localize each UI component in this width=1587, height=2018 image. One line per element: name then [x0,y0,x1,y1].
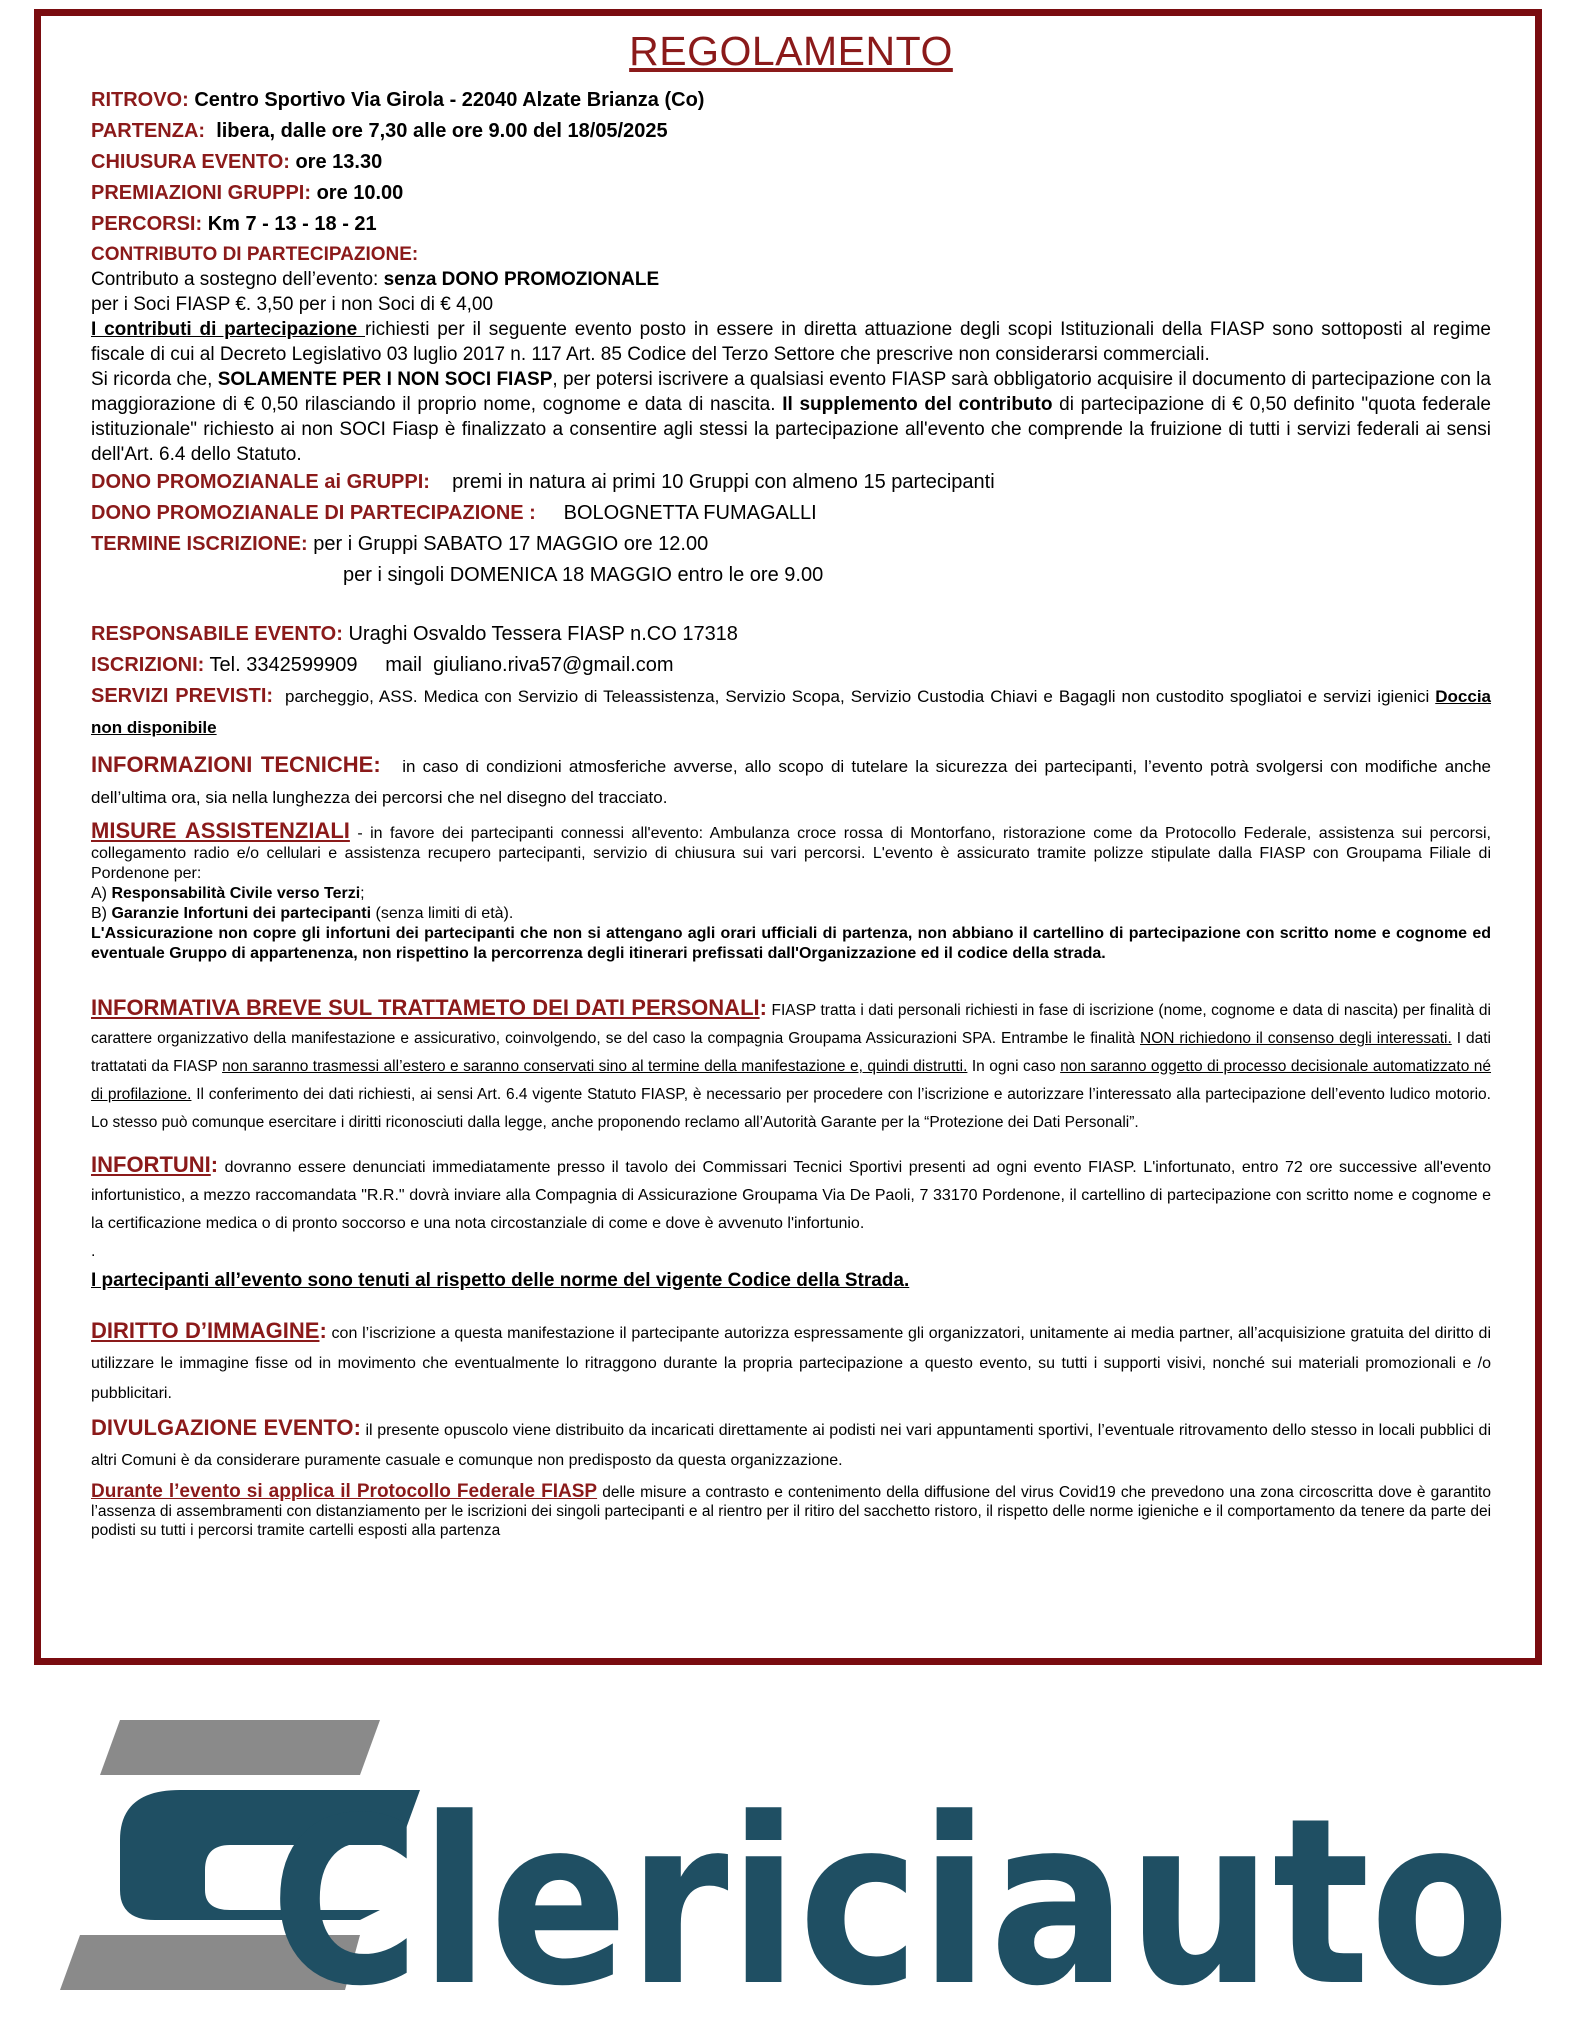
dono-partecipazione-row: DONO PROMOZIANALE DI PARTECIPAZIONE : BOLOGNETTA FUMAGALLI [91,502,817,524]
dono-gruppi-row: DONO PROMOZIANALE ai GRUPPI: premi in natura ai primi 10 Gruppi con almeno 15 partecipanti [91,471,995,493]
misure-section: MISURE ASSISTENZIALI - in favore dei partecipanti connessi all'evento: Ambulanza croce rossa di Montorfano, ristorazione come da Protocollo Federale, assistenza sui percorsi, collegamento radio e/o cellulari e assistenza recupero partecipanti, servizio di chiusura sui vari percorsi. L'evento è assicurato tramite polizze stipulate dalla FIASP con Groupama Filiale di Pordenone per: A) Responsabilità Civile verso Terzi; B) Garanzie Infortuni dei partecipanti (senza limiti di età). L'Assicurazione non copre gli infortuni dei partecipanti che non si attengano agli orari ufficiali di partenza, non abbiano il cartellino di partecipazione con scritto nome e cognome ed eventuale Gruppo di appartenenza, non rispettino la percorrenza degli itinerari prefissati dall'Organizzazione ed il codice della strada. [91,818,1492,962]
iscrizioni-row: ISCRIZIONI: Tel. 3342599909 mail giuliano.riva57@gmail.com [91,654,674,676]
page-title: REGOLAMENTO [629,28,953,74]
immagine-section: DIRITTO D’IMMAGINE: con l’iscrizione a questa manifestazione il partecipante autorizza espressamente gli organizzatori, unitamente ai media partner, all’acquisizione gratuita del diritto di utilizzare le immagine fisse od in movimento che eventualmente lo ritraggono durante la propria partecipazione a questo evento, su tutti i supporti visivi, nonché sui materiali promozionali e /o pubblicitari. [91,1318,1491,1402]
partenza-row: PARTENZA: libera, dalle ore 7,30 alle ore 9.00 del 18/05/2025 [91,120,668,142]
email-link[interactable]: giuliano.riva57@gmail.com [433,654,674,676]
termine-row-2: per i singoli DOMENICA 18 MAGGIO entro le ore 9.00 [343,564,824,586]
privacy-section: INFORMATIVA BREVE SUL TRATTAMETO DEI DATI PERSONALI: FIASP tratta i dati personali richiesti in fase di iscrizione (nome, cognome e data di nascita) per finalità di carattere organizzativo della manifestazione e assicurativo, coinvolgendo, se del caso la compagnia Groupama Assicurazioni SPA. Entrambe le finalità NON richiedono il consenso degli interessati. I dati trattatati da FIASP non saranno trasmessi all’estero e saranno conservati sino al termine della manifestazione e, quindi distrutti. In ogni caso non saranno oggetto di processo decisionale automatizzato né di profilazione. Il conferimento dei dati richiesti, ai sensi Art. 6.4 vigente Statuto FIASP, è necessario per procedere con l’iscrizione e autorizzare l’interessato alla partecipazione dell’evento ludico motorio. Lo stesso può comunque esercitare i diritti riconosciuti dalla legge, anche proponendo reclamo all’Autorità Garante per la “Protezione dei Dati Personali”. [91,995,1492,1131]
ritrovo-row: RITROVO: Centro Sportivo Via Girola - 22040 Alzate Brianza (Co) [91,89,705,111]
chiusura-row: CHIUSURA EVENTO: ore 13.30 [91,151,383,173]
divulgazione-section: DIVULGAZIONE EVENTO: il presente opuscolo viene distribuito da incaricati direttamente ai podisti nei vari appuntamenti sportivi, l’eventuale ritrovamento dello stesso in locali pubblici di altri Comuni è da considerare puramente casuale e comunque non predisposto da questa organizzazione. [91,1415,1492,1469]
percorsi-row: PERCORSI: Km 7 - 13 - 18 - 21 [91,213,377,235]
contributo-section: CONTRIBUTO DI PARTECIPAZIONE: Contributo a sostegno dell’evento: senza DONO PROMOZIONALE per i Soci FIASP €. 3,50 per i non Soci di € 4,00 I contributi di partecipazione richiesti per il seguente evento posto in essere in diretta attuazione degli scopi Istituzionali della FIASP sono sottoposti al regime fiscale di cui al Decreto Legislativo 03 luglio 2017 n. 117 Art. 85 Codice del Terzo Settore che prescrive non considerarsi commerciali. Si ricorda che, SOLAMENTE PER I NON SOCI FIASP, per potersi iscrivere a qualsiasi evento FIASP sarà obbligatorio acquisire il documento di partecipazione con la maggiorazione di € 0,50 rilasciando il proprio nome, cognome e data di nascita. Il supplemento del contributo di partecipazione di € 0,50 definito "quota federale istituzionale" richiesto ai non SOCI Fiasp è finalizzato a consentire agli stessi la partecipazione all'evento che comprende la fruizione di tutti i servizi federali ai sensi dell'Art. 6.4 dello Statuto. [91,244,1492,465]
premiazioni-row: PREMIAZIONI GRUPPI: ore 10.00 [91,182,404,204]
clericiauto-logo [60,1720,1520,2018]
regolamento [91,24,1491,1540]
logo-wordmark: Clericiauto [270,1770,1510,2018]
servizi-section: SERVIZI PREVISTI: parcheggio, ASS. Medica con Servizio di Teleassistenza, Servizio Scopa, Servizio Custodia Chiavi e Bagagli non custodito spogliatoi e servizi igienici Doccia non disponibile [91,685,1492,737]
responsabile-row: RESPONSABILE EVENTO: Uraghi Osvaldo Tessera FIASP n.CO 17318 [91,623,738,645]
infortuni-section: INFORTUNI: dovranno essere denunciati immediatamente presso il tavolo dei Commissari Tecnici Sportivi presenti ad ogni evento FIASP. L'infortunato, entro 72 ore successive all'evento infortunistico, a mezzo raccomandata "R.R." dovrà inviare alla Compagnia di Assicurazione Groupama Via De Paoli, 7 33170 Pordenone, il cartellino di partecipazione con scritto nome e cognome e la certificazione medica o di pronto soccorso e una nota circostanziale di come e dove è avvenuto l'infortunio. . [91,1152,1491,1260]
protocollo-section: Durante l’evento si applica il Protocollo Federale FIASP delle misure a contrasto e contenimento della diffusione del virus Covid19 che prevedono una zona circoscritta dove è garantito l’assenza di assembramenti con distanziamento per le iscrizioni dei singoli partecipanti e al rientro per il ritiro del sacchetto ristoro, il rispetto delle norme igieniche e il comportamento da tenere da parte dei podisti su tutti i percorsi tramite cartelli esposti alla partenza [91,1481,1492,1539]
termine-row: TERMINE ISCRIZIONE: per i Gruppi SABATO 17 MAGGIO ore 12.00 [91,533,709,555]
logo-gray-stripe-top [100,1720,380,1775]
info-tecniche-section: INFORMAZIONI TECNICHE: in caso di condizioni atmosferiche avverse, allo scopo di tutelare la sicurezza dei partecipanti, l’evento potrà svolgersi con modifiche anche dell’ultima ora, sia nella lunghezza dei percorsi che nel disegno del tracciato. [91,752,1492,807]
codice-strada-note: I partecipanti all’evento sono tenuti al rispetto delle norme del vigente Codice della Strada. [91,1270,910,1291]
